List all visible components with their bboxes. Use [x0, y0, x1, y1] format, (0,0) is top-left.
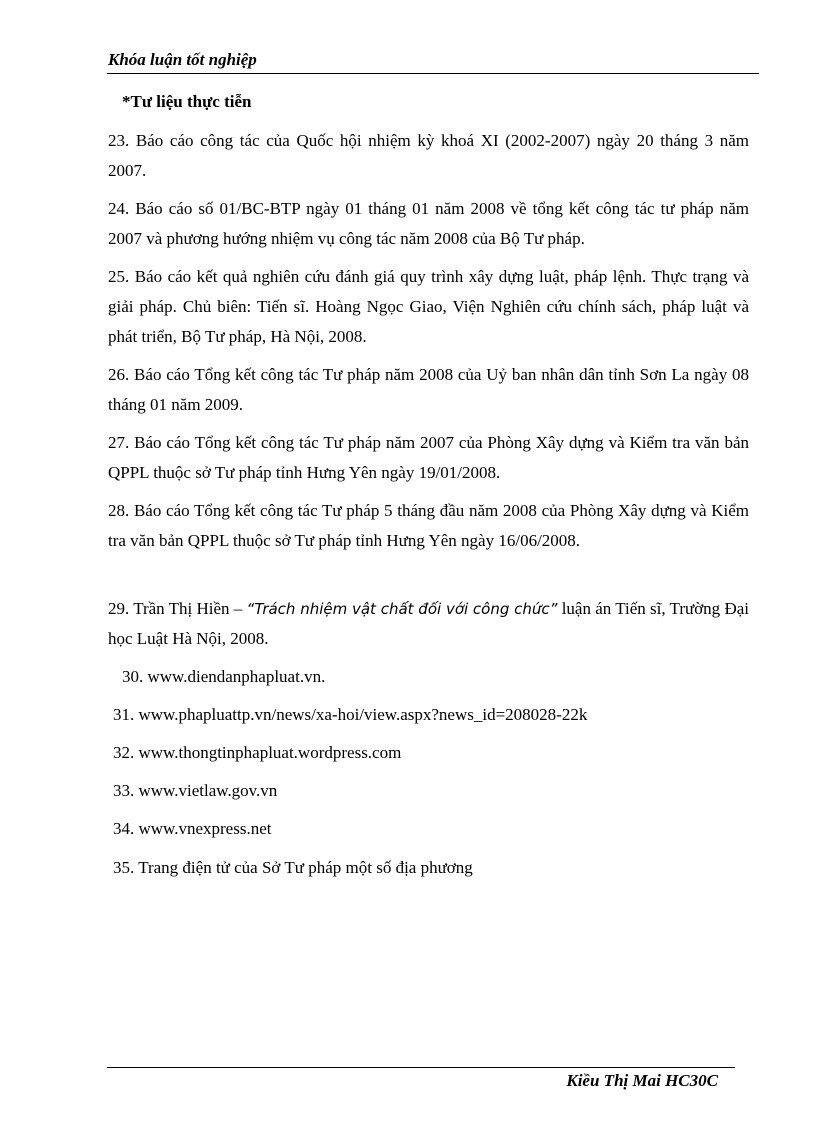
reference-item-23: 23. Báo cáo công tác của Quốc hội nhiệm kỳ khoá XI (2002-2007) ngày 20 tháng 3 năm 2007. [108, 131, 749, 180]
reference-item-28: 28. Báo cáo Tổng kết công tác Tư pháp 5 tháng đầu năm 2008 của Phòng Xây dựng và Kiểm tra văn bản QPPL thuộc sở Tư pháp tỉnh Hưng Yên ngày 16/06/2008. [108, 501, 749, 550]
footer-divider [107, 1067, 735, 1068]
page-header [107, 47, 759, 74]
reference-item-33: 33. www.vietlaw.gov.vn [113, 781, 278, 800]
reference-item-35: 35. Trang điện tử của Sở Tư pháp một số địa phương [113, 858, 473, 877]
reference-item-24: 24. Báo cáo số 01/BC-BTP ngày 01 tháng 01 năm 2008 về tổng kết công tác tư pháp năm 2007 và phương hướng nhiệm vụ công tác năm 2008 của Bộ Tư pháp. [108, 199, 749, 248]
reference-item-30: 30. www.diendanphapluat.vn. [122, 667, 326, 686]
section-heading: *Tư liệu thực tiễn [122, 92, 252, 111]
reference-29-prefix: 29. Trần Thị Hiền – [108, 599, 247, 618]
header-title: Khóa luận tốt nghiệp [108, 50, 257, 69]
reference-29-italic-title: “Trách nhiệm vật chất đối với công chức” [246, 600, 558, 618]
reference-item-32: 32. www.thongtinphapluat.wordpress.com [113, 743, 402, 762]
footer-author: Kiều Thị Mai HC30C [566, 1071, 718, 1090]
reference-item-27: 27. Báo cáo Tổng kết công tác Tư pháp năm 2007 của Phòng Xây dựng và Kiểm tra văn bản QPPL thuộc sở Tư pháp tỉnh Hưng Yên ngày 19/01/2008. [108, 433, 749, 482]
reference-item-26: 26. Báo cáo Tổng kết công tác Tư pháp năm 2008 của Uỷ ban nhân dân tỉnh Sơn La ngày 08 tháng 01 năm 2009. [108, 365, 749, 414]
reference-item-25: 25. Báo cáo kết quả nghiên cứu đánh giá quy trình xây dựng luật, pháp lệnh. Thực trạng và giải pháp. Chủ biên: Tiến sĩ. Hoàng Ngọc Giao, Viện Nghiên cứu chính sách, pháp luật và phát triển, Bộ Tư pháp, Hà Nội, 2008. [108, 267, 749, 346]
reference-item-29 [108, 594, 749, 654]
reference-item-34: 34. www.vnexpress.net [113, 819, 272, 838]
reference-29-suffix: luận án Tiến sĩ, Trường Đại học Luật Hà Nội, 2008. [108, 599, 749, 648]
reference-item-31: 31. www.phapluattp.vn/news/xa-hoi/view.aspx?news_id=208028-22k [113, 705, 588, 724]
